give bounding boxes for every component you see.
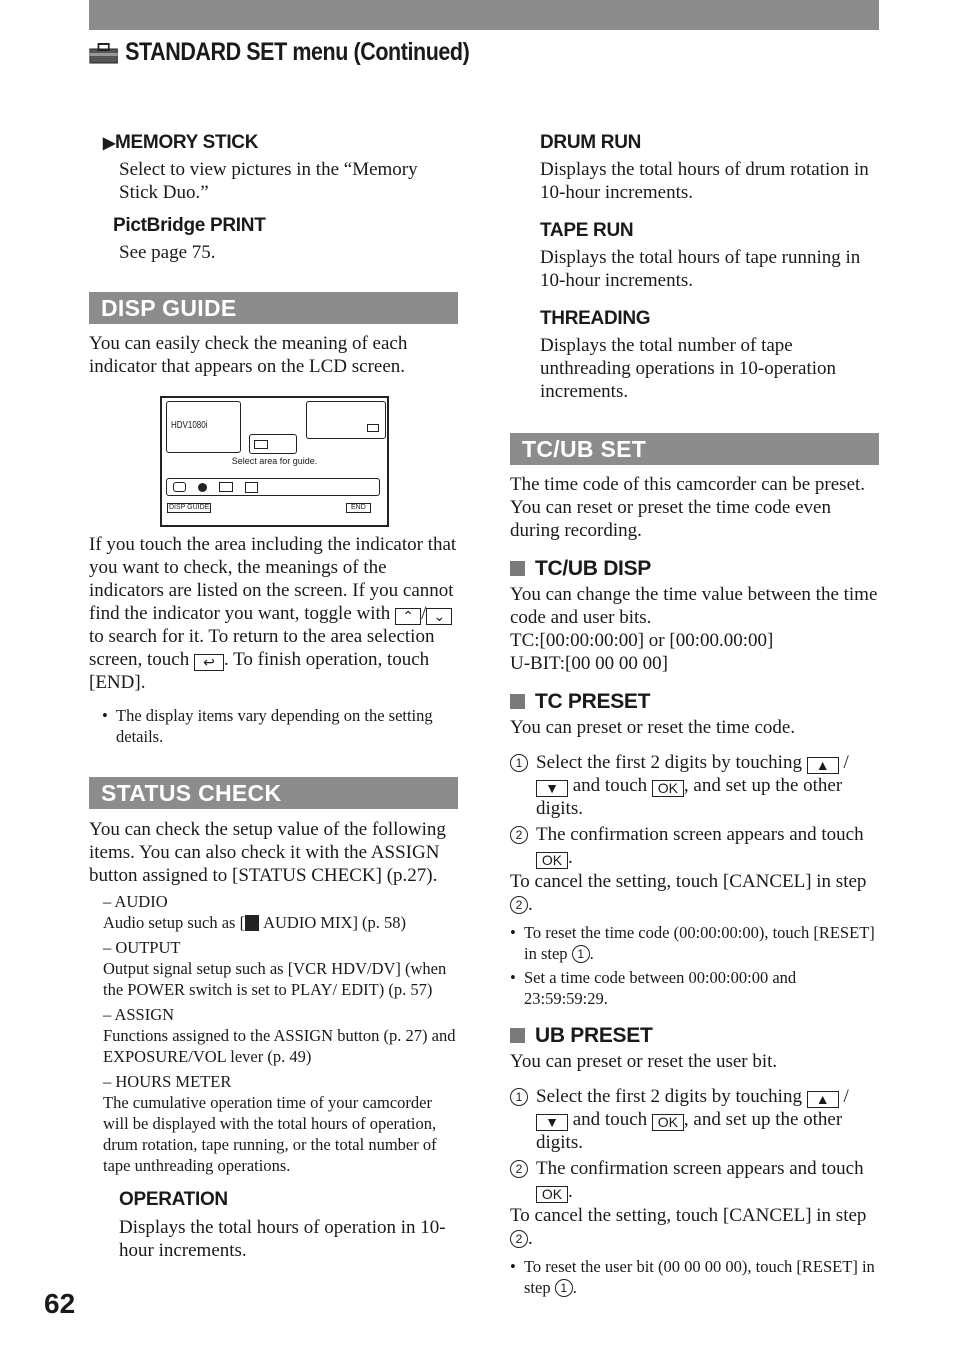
return-icon: ↩: [194, 654, 224, 671]
down-arrow-icon: ▼: [536, 1114, 568, 1131]
threading-heading: THREADING: [540, 308, 651, 329]
square-bullet-icon: [510, 694, 525, 709]
lcd-tape-icon: [254, 440, 268, 449]
ok-icon: OK: [536, 1186, 568, 1203]
lcd-format-label: HDV1080i: [171, 420, 208, 431]
ub-preset-note-1: • To reset the user bit (00 00 00 00), touch [RESET] in step 1 .: [510, 1257, 875, 1297]
disp-guide-intro: You can easily check the meaning of each indicator that appears on the LCD screen.: [89, 333, 408, 377]
drum-run-heading: DRUM RUN: [540, 132, 642, 153]
threading-desc: Displays the total number of tape unthreading operations in 10-operation increments.: [540, 335, 837, 402]
lcd-status-icon-1: [173, 482, 186, 492]
tape-run-heading: TAPE RUN: [540, 220, 634, 241]
ub-preset-desc: You can preset or reset the user bit.: [510, 1051, 778, 1072]
ub-preset-step-1: 1 Select the first 2 digits by touching ▲ /▼ and touch OK , and set up the other digits.: [510, 1085, 880, 1154]
tcub-disp-ubit: U-BIT:[00 00 00 00]: [510, 653, 668, 674]
tape-run-desc: Displays the total hours of tape running in 10-hour increments.: [540, 247, 861, 291]
drum-run-desc: Displays the total hours of drum rotation in 10-hour increments.: [540, 159, 869, 203]
audio-menu-icon: [245, 915, 259, 931]
left-column: [89, 132, 459, 1262]
pictbridge-heading: PictBridge PRINT: [113, 215, 266, 236]
lcd-status-icon-4: [245, 482, 258, 493]
tcub-disp-heading: TC/UB DISP: [510, 557, 880, 581]
tc-preset-note-2: • Set a time code between 00:00:00:00 and 23:59:59:29.: [510, 968, 797, 1008]
page-title-text: STANDARD SET menu (Continued): [125, 38, 470, 66]
ok-icon: OK: [652, 780, 684, 797]
lcd-area-right: [306, 401, 386, 439]
disp-guide-note: • The display items vary depending on the setting details.: [102, 706, 433, 746]
memory-stick-desc: Select to view pictures in the “Memory Stick Duo.”: [119, 159, 418, 203]
header-bar: [89, 0, 879, 30]
scroll-down-icon: ⌄: [426, 608, 452, 625]
scroll-up-icon: ⌃: [395, 608, 421, 625]
up-arrow-icon: ▲: [807, 1091, 839, 1108]
output-item: – OUTPUT Output signal setup such as [VCR HDV/DV] (when the POWER switch is set to PLAY/ EDIT) (p. 57): [103, 938, 447, 999]
lcd-prompt-text: Select area for guide.: [231, 456, 318, 466]
ok-icon: OK: [652, 1114, 684, 1131]
toolbox-icon: [89, 42, 118, 64]
hours-meter-item: – HOURS METER The cumulative operation time of your camcorder will be displayed with the total hours of operation, drum rotation, tape running, or the total number of tape unthreading operations.: [103, 1072, 437, 1175]
tcub-set-intro: The time code of this camcorder can be preset. You can reset or preset the time code even during recording.: [510, 474, 866, 541]
memory-stick-heading: ▶MEMORY STICK: [103, 132, 259, 153]
down-arrow-icon: ▼: [536, 780, 568, 797]
ub-preset-step-2: 2 The confirmation screen appears and touch OK .: [510, 1157, 880, 1203]
tc-preset-heading: TC PRESET: [510, 690, 880, 714]
ub-preset-heading: UB PRESET: [510, 1024, 880, 1048]
tcub-set-bar: TC/UB SET: [510, 433, 879, 465]
tc-preset-step-1: 1 Select the first 2 digits by touching ▲ /▼ and touch OK , and set up the other digits.: [510, 751, 880, 820]
page-number: 62: [44, 1288, 76, 1319]
disp-guide-instructions: If you touch the area including the indicator that you want to check, the meanings of the indicators are listed on the screen. If you cannot find the indicator you want, toggle with ⌃ / ⌄ to search for it. To return to the area selection screen, touch ↩ . To finish operation, touch [END].: [89, 534, 457, 693]
tc-preset-cancel: To cancel the setting, touch [CANCEL] in step 2 .: [510, 871, 867, 915]
lcd-area-left: [166, 401, 241, 453]
lcd-status-icon-2: [198, 483, 207, 492]
lcd-end-button: END: [346, 503, 371, 513]
tc-preset-note-1: • To reset the time code (00:00:00:00), touch [RESET] in step 1 .: [510, 923, 875, 963]
lcd-area-bottom: [166, 478, 380, 496]
lcd-disp-guide-button: DISP GUIDE: [169, 504, 210, 511]
tcub-disp-desc: You can change the time value between the time code and user bits.: [510, 584, 878, 628]
lcd-status-icon-3: [219, 482, 233, 492]
operation-heading: OPERATION: [119, 1189, 228, 1210]
lcd-battery-icon: [367, 424, 379, 432]
status-check-list: [89, 891, 459, 1176]
operation-desc: Displays the total hours of operation in 10-hour increments.: [119, 1217, 446, 1261]
arrow-icon: ▶: [103, 135, 116, 152]
lcd-screen-illustration: [160, 396, 389, 527]
tcub-disp-tc: TC:[00:00:00:00] or [00:00.00:00]: [510, 630, 774, 651]
square-bullet-icon: [510, 561, 525, 576]
assign-item: – ASSIGN Functions assigned to the ASSIGN button (p. 27) and EXPOSURE/VOL lever (p. 49): [103, 1005, 456, 1066]
up-arrow-icon: ▲: [807, 757, 839, 774]
right-column: [510, 132, 880, 1298]
page-title: [89, 38, 469, 67]
lcd-area-center: [249, 434, 297, 454]
disp-guide-bar: DISP GUIDE: [89, 292, 458, 324]
tc-preset-desc: You can preset or reset the time code.: [510, 717, 796, 738]
ub-preset-cancel: To cancel the setting, touch [CANCEL] in step 2 .: [510, 1205, 867, 1249]
tc-preset-step-2: 2 The confirmation screen appears and touch OK .: [510, 823, 880, 869]
pictbridge-desc: See page 75.: [119, 242, 216, 263]
audio-item: – AUDIO Audio setup such as [ AUDIO MIX] (p. 58): [103, 892, 407, 932]
ok-icon: OK: [536, 852, 568, 869]
square-bullet-icon: [510, 1028, 525, 1043]
status-check-intro: You can check the setup value of the following items. You can also check it with the ASSIGN button assigned to [STATUS CHECK] (p.27).: [89, 819, 446, 886]
status-check-bar: STATUS CHECK: [89, 777, 458, 809]
